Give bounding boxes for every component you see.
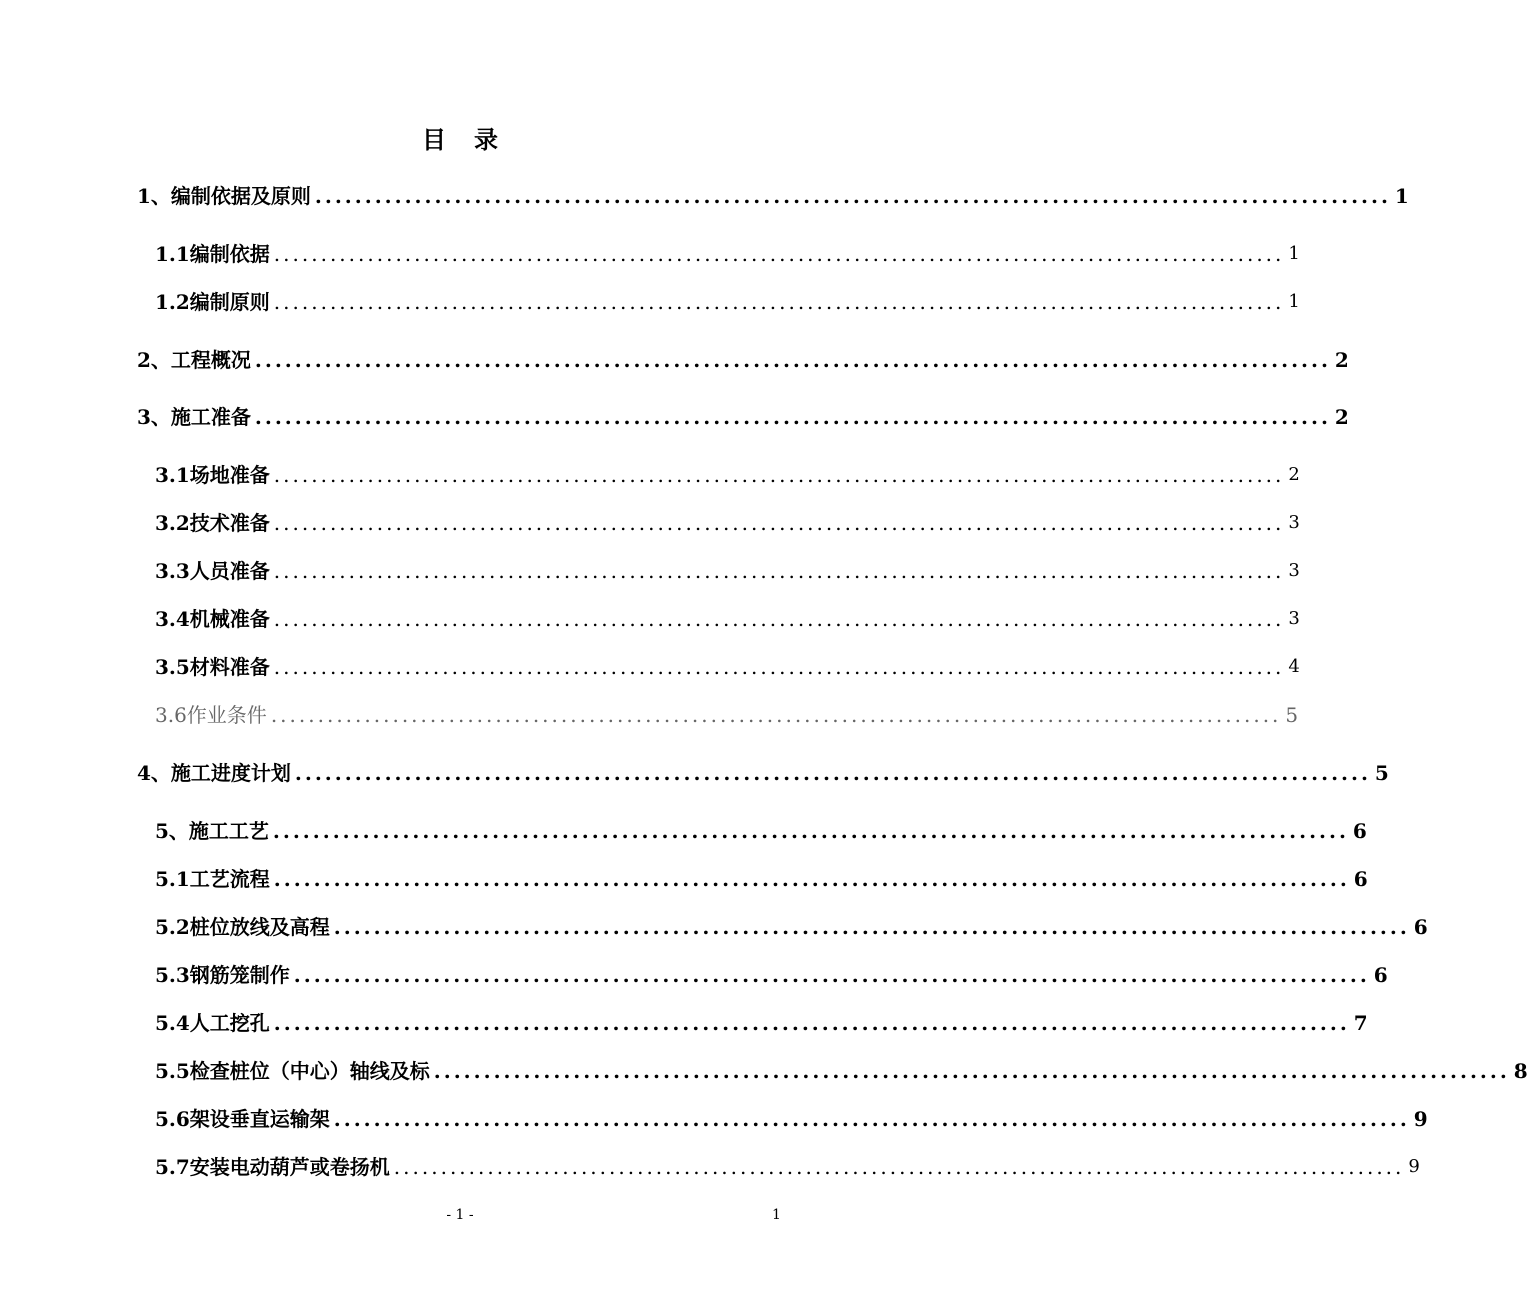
toc-entry[interactable] bbox=[137, 178, 1409, 208]
toc-label: 5.2桩位放线及高程 bbox=[155, 915, 330, 939]
toc-leader: ............................................................................................................ bbox=[273, 242, 1285, 266]
toc-leader: ............................................................................................................ bbox=[294, 761, 1371, 785]
toc-entry[interactable] bbox=[155, 1005, 1368, 1035]
toc-leader: ............................................................................................................ bbox=[272, 819, 1349, 843]
toc-entry[interactable] bbox=[155, 649, 1300, 679]
toc-label: 5.1工艺流程 bbox=[155, 867, 270, 891]
toc-page-number: 1 bbox=[1394, 184, 1409, 208]
toc-page-number: 3 bbox=[1288, 608, 1300, 629]
toc-leader: ............................................................................................................ bbox=[333, 1107, 1410, 1131]
toc-entry[interactable] bbox=[137, 755, 1389, 785]
toc-label: 3.2技术准备 bbox=[155, 511, 270, 535]
toc-label: 4、施工进度计划 bbox=[137, 761, 291, 785]
toc-entry[interactable] bbox=[155, 909, 1428, 939]
toc-label: 5、施工工艺 bbox=[155, 819, 269, 843]
toc-page-number: 5 bbox=[1374, 761, 1389, 785]
toc-leader: ............................................................................................................ bbox=[273, 607, 1285, 631]
toc-page-number: 3 bbox=[1288, 512, 1300, 533]
toc-label: 5.3钢筋笼制作 bbox=[155, 963, 290, 987]
toc-leader: ............................................................................................................ bbox=[270, 703, 1282, 727]
toc-leader: ............................................................................................................ bbox=[273, 867, 1350, 891]
toc-entry[interactable] bbox=[155, 236, 1300, 266]
toc-entry[interactable] bbox=[155, 697, 1299, 727]
page-title: 目录 bbox=[422, 125, 526, 154]
toc-label: 3.6作业条件 bbox=[155, 703, 267, 727]
toc-label: 1、编制依据及原则 bbox=[137, 184, 311, 208]
toc-page-number: 9 bbox=[1408, 1156, 1420, 1177]
toc-label: 5.6架设垂直运输架 bbox=[155, 1107, 330, 1131]
toc-label: 1.1编制依据 bbox=[155, 242, 270, 266]
toc-label: 3、施工准备 bbox=[137, 405, 251, 429]
toc-page-number: 2 bbox=[1334, 405, 1349, 429]
toc-entry[interactable] bbox=[155, 1053, 1528, 1083]
toc-page-number: 7 bbox=[1353, 1011, 1368, 1035]
toc-page-number: 8 bbox=[1513, 1059, 1528, 1083]
toc-page-number: 6 bbox=[1352, 819, 1367, 843]
toc-leader: ............................................................................................................ bbox=[254, 405, 1331, 429]
toc-leader: ............................................................................................................ bbox=[273, 463, 1285, 487]
toc-entry[interactable] bbox=[155, 601, 1300, 631]
toc-entry[interactable] bbox=[155, 813, 1367, 843]
toc-label: 5.4人工挖孔 bbox=[155, 1011, 270, 1035]
toc-page-number: 9 bbox=[1413, 1107, 1428, 1131]
toc-label: 2、工程概况 bbox=[137, 348, 251, 372]
toc-entry[interactable] bbox=[155, 861, 1368, 891]
toc-label: 5.7安装电动葫芦或卷扬机 bbox=[155, 1155, 390, 1179]
toc-entry[interactable] bbox=[155, 1149, 1420, 1179]
toc-entry[interactable] bbox=[155, 957, 1388, 987]
toc-page-number: 6 bbox=[1353, 867, 1368, 891]
toc-entry[interactable] bbox=[155, 553, 1300, 583]
toc-entry[interactable] bbox=[155, 1101, 1428, 1131]
toc-label: 3.3人员准备 bbox=[155, 559, 270, 583]
toc-page-number: 4 bbox=[1288, 656, 1300, 677]
toc-leader: ............................................................................................................ bbox=[273, 511, 1285, 535]
toc-label: 3.4机械准备 bbox=[155, 607, 270, 631]
toc-page-number: 6 bbox=[1373, 963, 1388, 987]
toc-label: 5.5检查桩位（中心）轴线及标 bbox=[155, 1059, 430, 1083]
toc-leader: ............................................................................................................ bbox=[333, 915, 1410, 939]
toc-page-number: 3 bbox=[1288, 560, 1300, 581]
toc-leader: ............................................................................................................ bbox=[314, 184, 1391, 208]
toc-label: 3.5材料准备 bbox=[155, 655, 270, 679]
toc-leader: ............................................................................................................ bbox=[273, 559, 1285, 583]
toc-label: 3.1场地准备 bbox=[155, 463, 270, 487]
toc-leader: ............................................................................................................ bbox=[254, 348, 1331, 372]
toc-leader: ............................................................................................................ bbox=[393, 1155, 1405, 1179]
toc-label: 1.2编制原则 bbox=[155, 290, 270, 314]
toc-page-number: 5 bbox=[1285, 703, 1299, 727]
toc-leader: ............................................................................................................ bbox=[273, 655, 1285, 679]
toc-entry[interactable] bbox=[137, 342, 1349, 372]
toc-page-number: 1 bbox=[1288, 291, 1300, 312]
toc-page-number: 2 bbox=[1288, 464, 1300, 485]
footer-page-number: - 1 - bbox=[446, 1207, 474, 1223]
toc-leader: ............................................................................................................ bbox=[293, 963, 1370, 987]
toc-leader: ............................................................................................................ bbox=[433, 1059, 1510, 1083]
toc-entry[interactable] bbox=[155, 457, 1300, 487]
toc-page-number: 1 bbox=[1288, 243, 1300, 264]
footer-page-index: 1 bbox=[772, 1207, 781, 1223]
toc-page-number: 6 bbox=[1413, 915, 1428, 939]
toc-leader: ............................................................................................................ bbox=[273, 290, 1285, 314]
toc-entry[interactable] bbox=[155, 505, 1300, 535]
toc-leader: ............................................................................................................ bbox=[273, 1011, 1350, 1035]
toc-entry[interactable] bbox=[155, 284, 1300, 314]
toc-page-number: 2 bbox=[1334, 348, 1349, 372]
toc-entry[interactable] bbox=[137, 399, 1349, 429]
